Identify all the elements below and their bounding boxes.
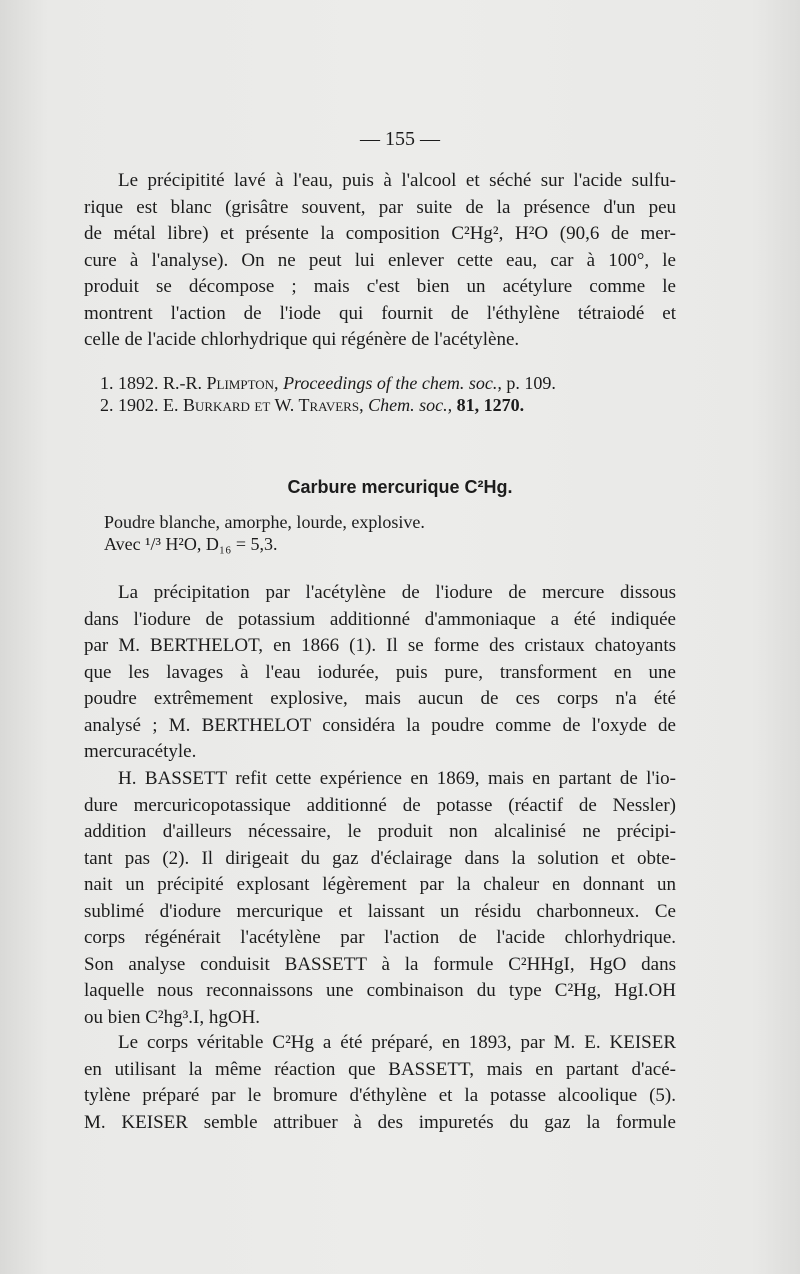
footnote-2: 2. 1902. E. Burkard et W. Travers, Chem. soc., 81, 1270. (100, 395, 525, 415)
text-line: Le corps véritable C²Hg a été préparé, en 1893, par M. E. KEISER (118, 1032, 676, 1053)
property-line: Poudre blanche, amorphe, lourde, explosive. (104, 512, 425, 532)
text-line: ou bien C²hg³.I, hgOH. (84, 1006, 261, 1028)
text-line: de métal libre) et présente la composition C²Hg², H²O (90,6 de mer- (84, 223, 676, 244)
text-line: La précipitation par l'acétylène de l'iodure de mercure dissous (118, 582, 676, 603)
text-line: poudre extrêmement explosive, mais aucun de ces corps n'a été (84, 688, 676, 709)
paragraph-4 (84, 1030, 676, 1136)
text-line: Son analyse conduisit BASSETT à la formule C²HHgI, HgO dans (84, 953, 676, 975)
text-line: analysé ; M. BERTHELOT considéra la poudre comme de l'oxyde de (84, 714, 676, 736)
text-line: sublimé d'iodure mercurique et laissant un résidu charbonneux. Ce (84, 900, 676, 922)
property-line: Avec ¹/³ H²O, D₁₆ = 5,3. (104, 534, 278, 554)
footnotes (84, 372, 676, 416)
text-line: par M. BERTHELOT, en 1866 (1). Il se forme des cristaux chatoyants (84, 635, 676, 656)
text-line: Le précipitité lavé à l'eau, puis à l'alcool et séché sur l'acide sulfu- (118, 170, 676, 191)
text-line: dans l'iodure de potassium additionné d'ammoniaque a été indiquée (84, 608, 676, 630)
text-line: celle de l'acide chlorhydrique qui régénère de l'acétylène. (84, 329, 520, 350)
text-line: produit se décompose ; mais c'est bien un acétylure comme le (84, 276, 676, 297)
text-line: H. BASSETT refit cette expérience en 1869, mais en partant de l'io- (118, 768, 676, 789)
page-number: — 155 — (360, 128, 440, 150)
text-line: montrent l'action de l'iode qui fournit de l'éthylène tétraiodé et (84, 302, 676, 324)
text-line: nait un précipité explosant légèrement par la chaleur en donnant un (84, 874, 676, 895)
text-line: rique est blanc (grisâtre souvent, par suite de la présence d'un peu (84, 196, 676, 218)
text-line: M. KEISER semble attribuer à des impuretés du gaz la formule (84, 1111, 676, 1133)
text-line: mercuracétyle. (84, 741, 197, 762)
text-line: corps régénérait l'acétylène par l'action de l'acide chlorhydrique. (84, 927, 676, 948)
text-line: dure mercuricopotassique additionné de potasse (réactif de Nessler) (84, 794, 676, 816)
text-line: tant pas (2). Il dirigeait du gaz d'éclairage dans la solution et obte- (84, 847, 676, 869)
text-line: tylène préparé par le bromure d'éthylène et la potasse alcoolique (5). (84, 1085, 676, 1106)
paragraph-1 (84, 168, 676, 354)
properties (84, 511, 676, 555)
text-line: en utilisant la même réaction que BASSETT, mais en partant d'acé- (84, 1058, 676, 1080)
text-line: laquelle nous reconnaissons une combinaison du type C²Hg, HgI.OH (84, 980, 676, 1001)
text-line: cure à l'analyse). On ne peut lui enlever cette eau, car à 100°, le (84, 249, 676, 271)
footnote-1: 1. 1892. R.-R. Plimpton, Proceedings of the chem. soc., p. 109. (100, 373, 556, 393)
text-line: que les lavages à l'eau iodurée, puis pure, transforment en une (84, 661, 676, 683)
paragraph-2 (84, 580, 676, 766)
text-line: addition d'ailleurs nécessaire, le produit non alcalinisé ne précipi- (84, 821, 676, 842)
paragraph-3 (84, 766, 676, 1031)
section-heading: Carbure mercurique C²Hg. (287, 477, 513, 497)
